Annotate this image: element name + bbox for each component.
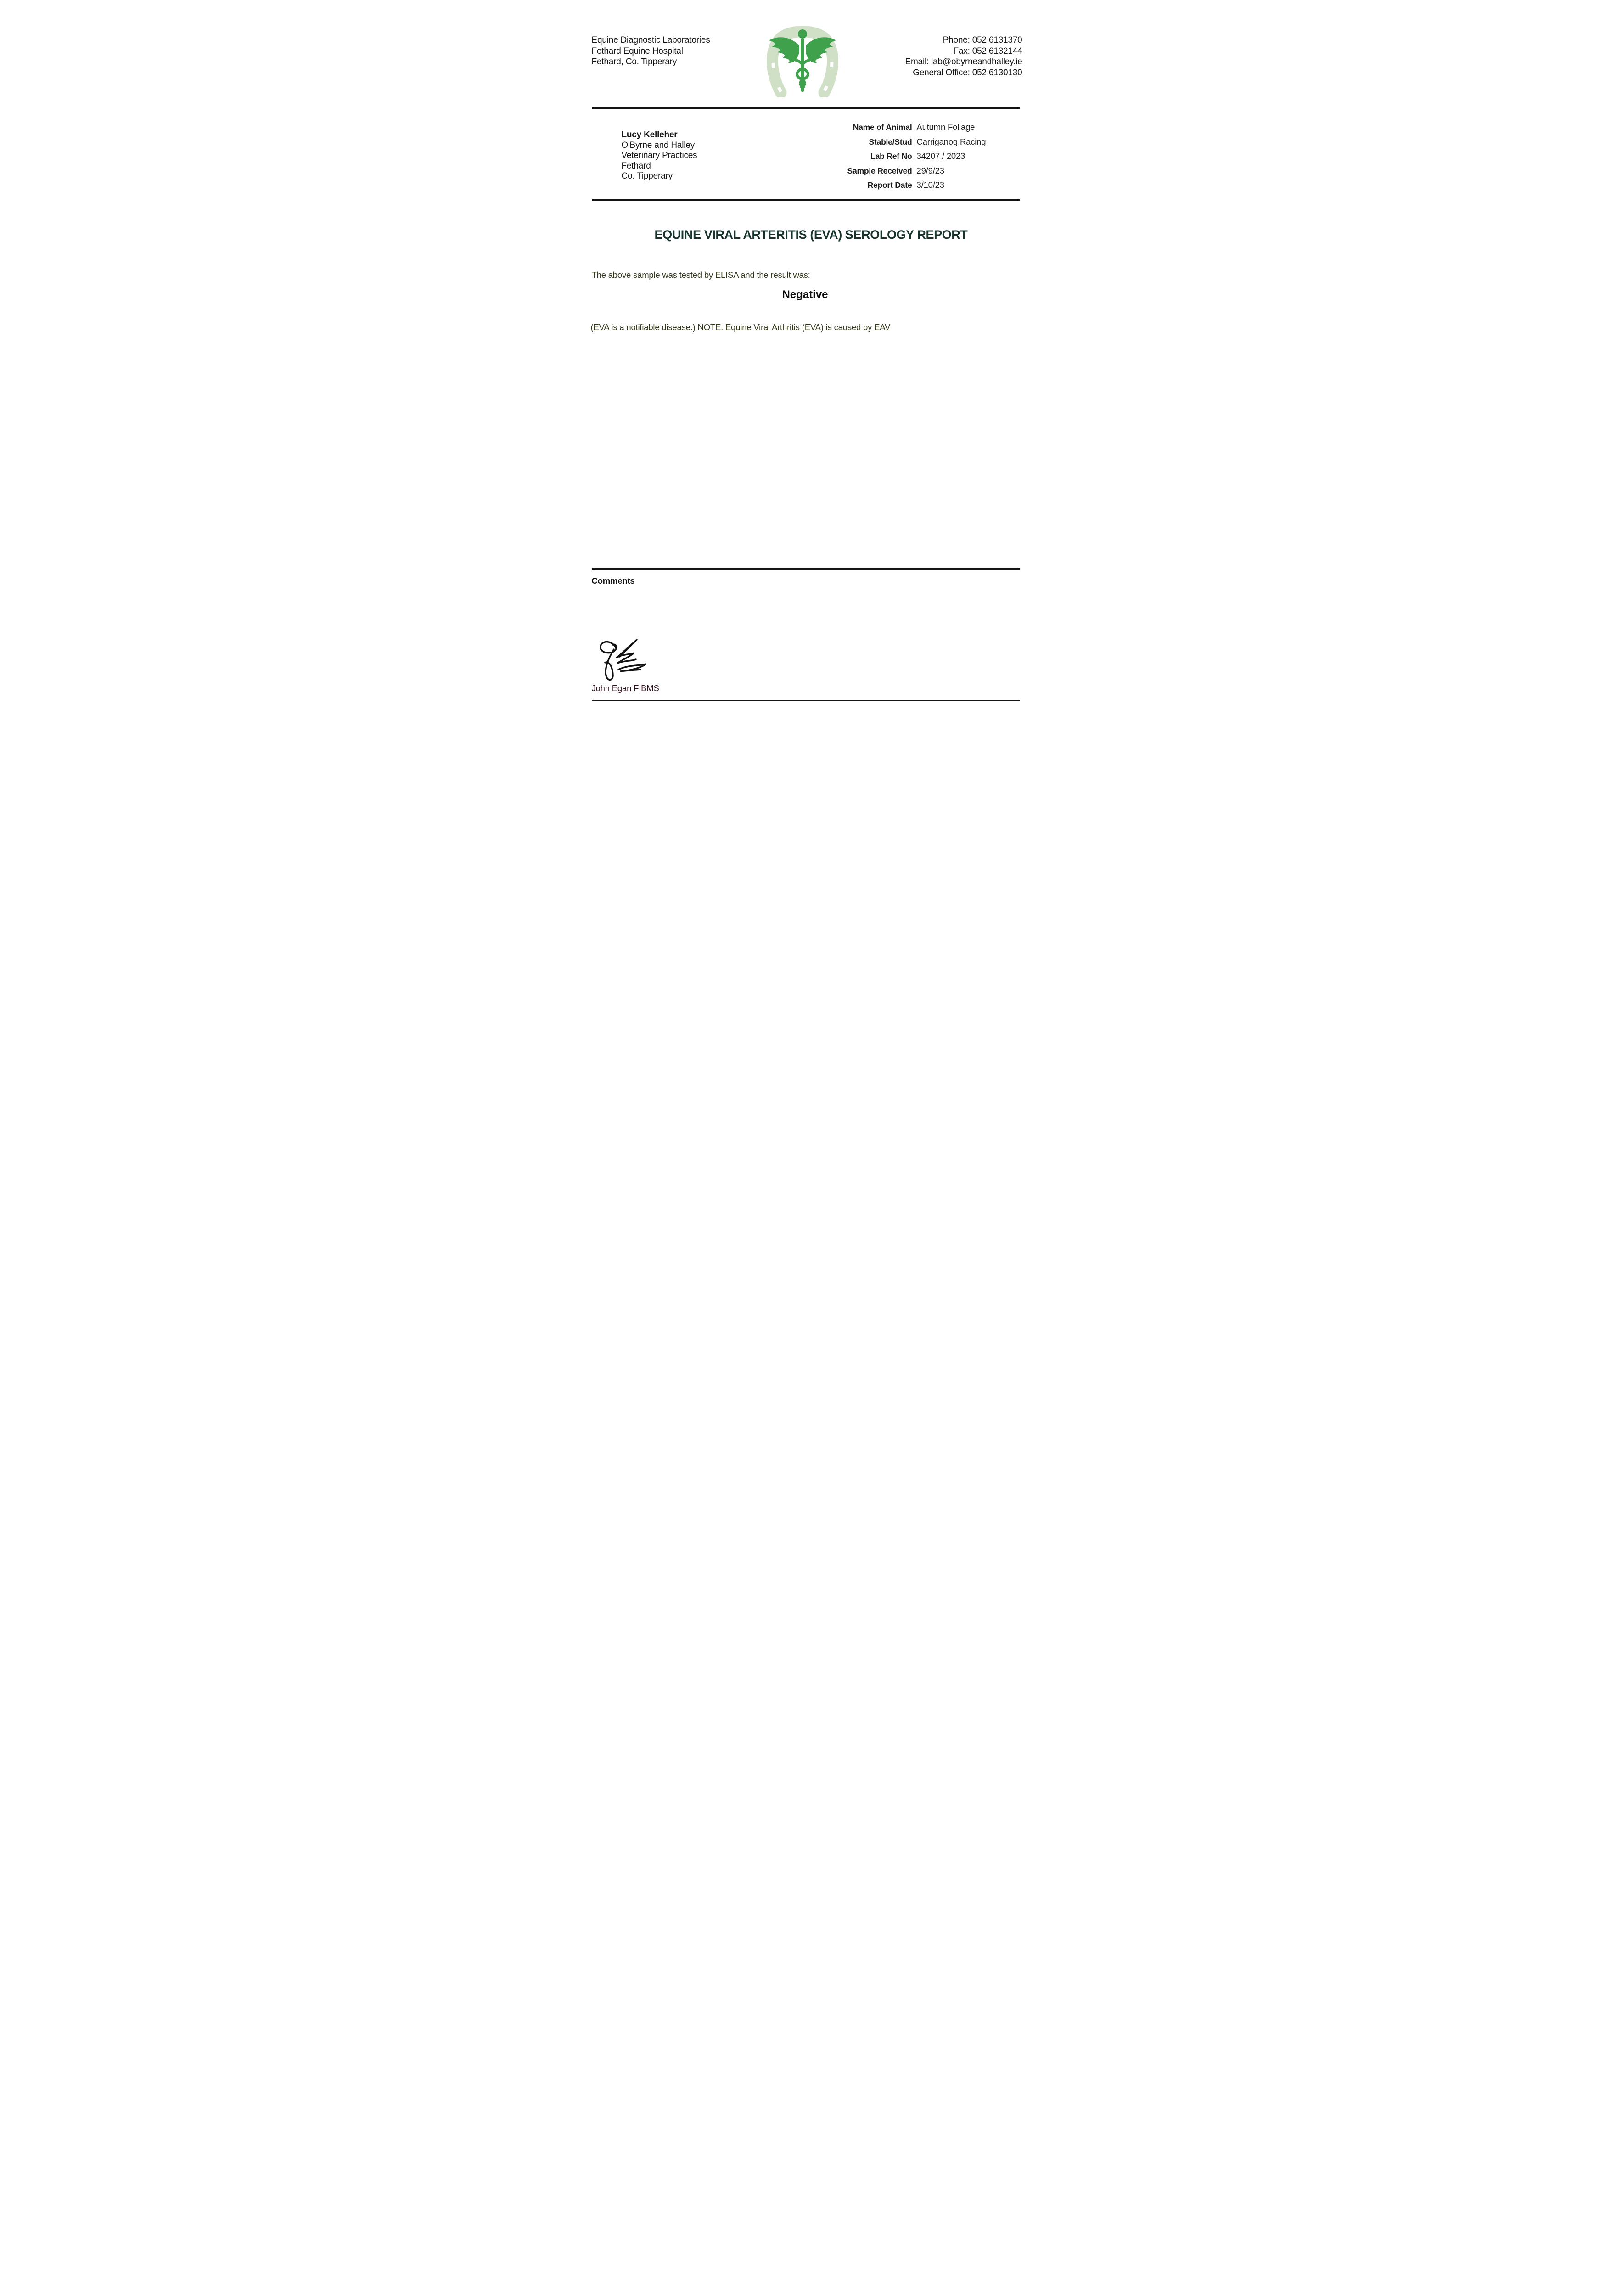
caduceus-horseshoe-logo-icon bbox=[765, 23, 840, 97]
recipient-address-line: Fethard bbox=[621, 161, 651, 171]
recipient-address-line: Veterinary Practices bbox=[621, 151, 697, 160]
detail-value: 34207 / 2023 bbox=[916, 151, 965, 161]
header-divider bbox=[592, 107, 1020, 109]
lab-address-line: Equine Diagnostic Laboratories bbox=[591, 35, 710, 45]
lab-address-line: Fethard Equine Hospital bbox=[591, 46, 683, 56]
sample-details-table bbox=[814, 122, 1020, 195]
detail-label: Stable/Stud bbox=[869, 137, 912, 146]
detail-value: Autumn Foliage bbox=[916, 122, 975, 132]
lab-contact-block bbox=[905, 35, 1022, 78]
report-note-text: (EVA is a notifiable disease.) NOTE: Equine Viral Arthritis (EVA) is caused by EAV bbox=[590, 322, 891, 332]
detail-row bbox=[814, 137, 1020, 147]
detail-label: Name of Animal bbox=[853, 123, 912, 132]
report-title: EQUINE VIRAL ARTERITIS (EVA) SEROLOGY REPORT bbox=[654, 228, 968, 242]
detail-row bbox=[814, 122, 1020, 132]
comments-divider bbox=[592, 568, 1020, 570]
details-divider bbox=[592, 199, 1020, 201]
report-intro-text: The above sample was tested by ELISA and the result was: bbox=[591, 270, 810, 280]
footer-divider bbox=[592, 700, 1020, 701]
recipient-name: Lucy Kelleher bbox=[621, 130, 678, 140]
recipient-address-line: O'Byrne and Halley bbox=[621, 140, 695, 150]
test-result: Negative bbox=[782, 288, 828, 301]
fax-line: Fax: 052 6132144 bbox=[953, 46, 1022, 56]
phone-line: Phone: 052 6131370 bbox=[943, 35, 1022, 45]
detail-label: Report Date bbox=[867, 180, 912, 190]
detail-row bbox=[814, 166, 1020, 176]
recipient-address-line: Co. Tipperary bbox=[621, 171, 673, 181]
detail-label: Sample Received bbox=[847, 166, 912, 175]
lab-report-page bbox=[559, 0, 1064, 715]
lab-address-line: Fethard, Co. Tipperary bbox=[591, 57, 677, 67]
email-line: Email: lab@obyrneandhalley.ie bbox=[905, 57, 1022, 67]
detail-label: Lab Ref No bbox=[870, 152, 912, 161]
signatory-name: John Egan FIBMS bbox=[591, 683, 659, 693]
comments-heading: Comments bbox=[591, 576, 635, 585]
general-office-line: General Office: 052 6130130 bbox=[913, 68, 1022, 78]
signature-image bbox=[595, 636, 666, 683]
detail-row bbox=[814, 151, 1020, 161]
detail-value: Carriganog Racing bbox=[916, 136, 986, 146]
lab-address-block bbox=[592, 35, 710, 68]
detail-row bbox=[814, 180, 1020, 190]
detail-value: 29/9/23 bbox=[916, 165, 944, 175]
recipient-address-block bbox=[622, 130, 697, 182]
detail-value: 3/10/23 bbox=[916, 180, 944, 190]
